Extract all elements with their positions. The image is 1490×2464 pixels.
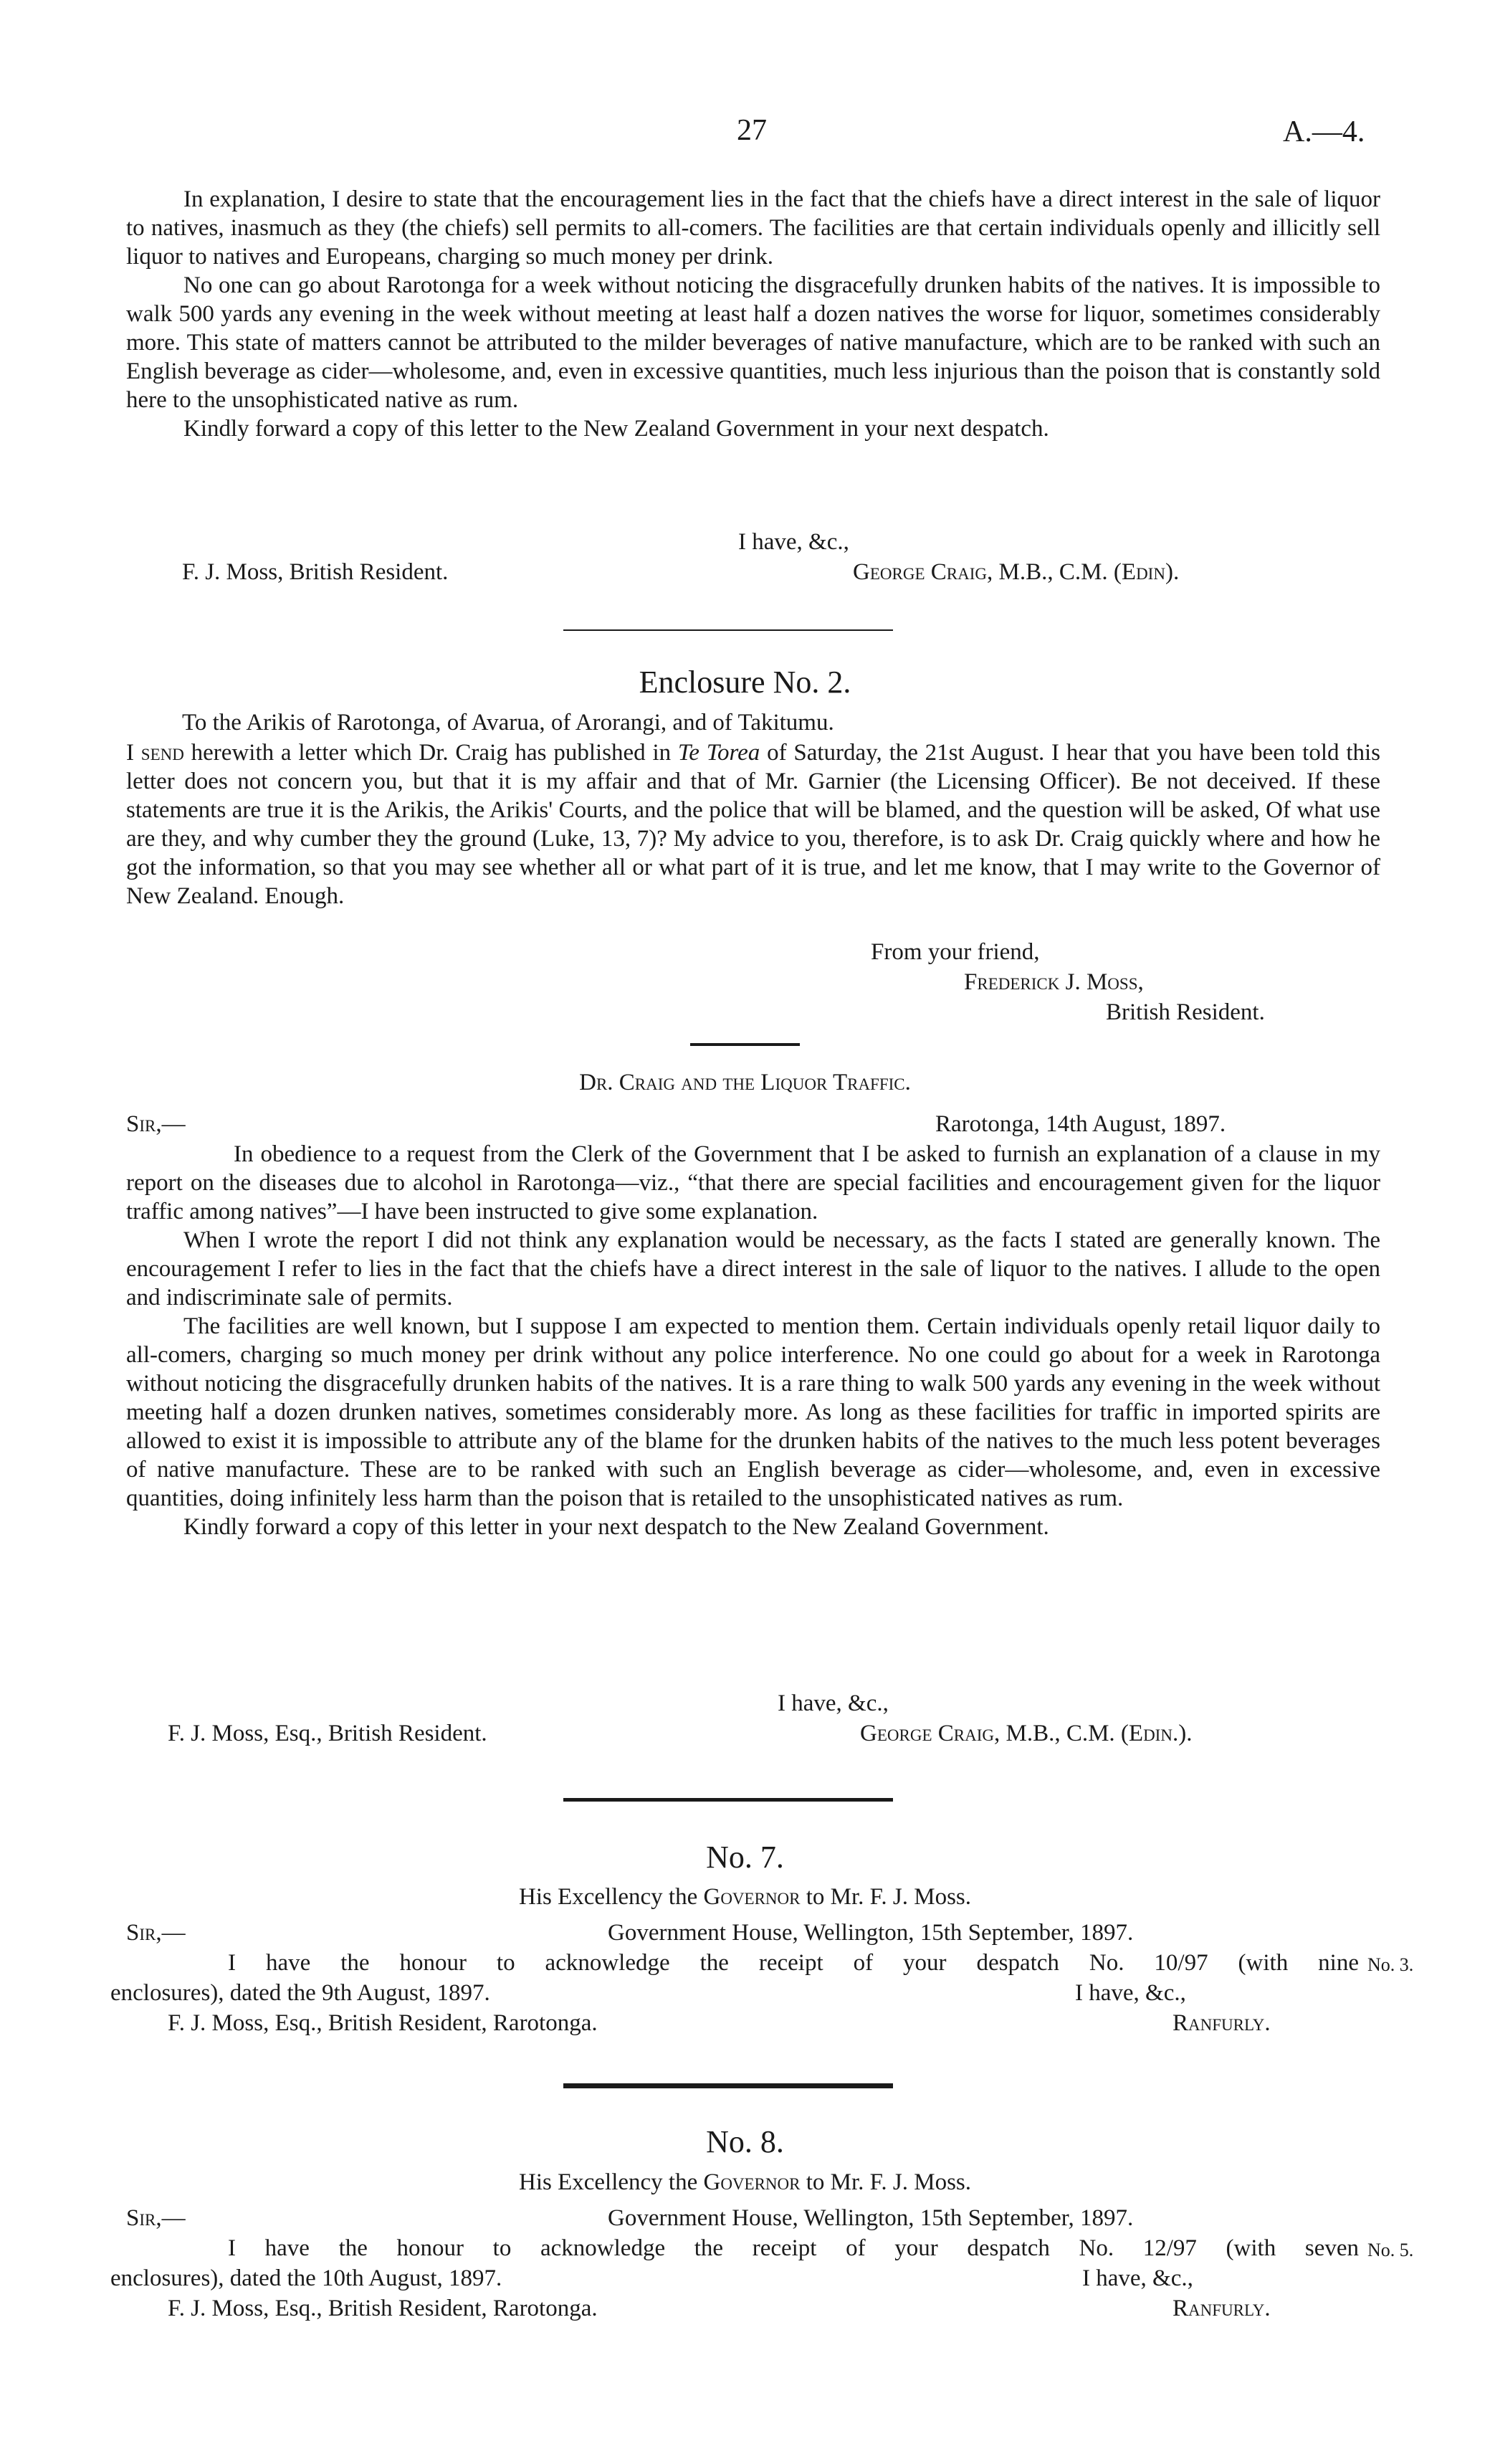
paragraph: In explanation, I desire to state that the encouragement lies in the fact that the chiefs have a direct interest in the sale of liquor to natives, inasmuch as they (the chiefs) sell permits to all-comers. The facilities are that certain individuals openly and illicitly sell liquor to natives and Europeans, charging so much money per drink.	[126, 186, 1380, 270]
margin-note: No. 5.	[1367, 2240, 1414, 2260]
document-code: A.—4.	[1283, 115, 1365, 148]
section-divider	[563, 1798, 893, 1802]
closing: I have, &c.,	[738, 529, 849, 555]
letter-heading: Dr. Craig and the Liquor Traffic.	[579, 1070, 911, 1095]
enclosure-body	[126, 738, 1380, 910]
salutation: To the Arikis of Rarotonga, of Avarua, of Arorangi, and of Takitumu.	[182, 710, 834, 736]
paragraph: No one can go about Rarotonga for a week without noticing the disgracefully drunken habits of the natives. It is impossible to walk 500 yards any evening in the week without meeting at least half a dozen natives the worse for liquor, sometimes considerably more. This state of matters cannot be attributed to the milder beverages of native manufacture, which are to be ranked with such an English beverage as cider—wholesome, and, even in excessive quantities, much less injurious than the poison that is constantly sold here to the unsophisticated native as rum.	[126, 272, 1380, 413]
paragraph: When I wrote the report I did not think any explanation would be necessary, as the facts I stated are generally known. The encouragement I refer to lies in the fact that the chiefs have a direct interest in the sale of liquor to the natives. I allude to the open and indiscriminate sale of permits.	[126, 1227, 1380, 1311]
despatch-number: No. 7.	[706, 1840, 784, 1875]
place-date: Rarotonga, 14th August, 1897.	[935, 1111, 1226, 1137]
enclosure-title: Enclosure No. 2.	[639, 665, 851, 700]
signature-title: British Resident.	[1106, 999, 1265, 1025]
craig-letter-body	[126, 1140, 1380, 1541]
body-line: enclosures), dated the 9th August, 1897.	[110, 1980, 490, 2006]
despatch-number: No. 8.	[706, 2124, 784, 2159]
paragraph: Kindly forward a copy of this letter to the New Zealand Government in your next despatch.	[183, 416, 1049, 442]
salutation: Sir,—	[126, 1111, 186, 1137]
page-number: 27	[737, 114, 767, 147]
salutation: Sir,—	[126, 2205, 186, 2231]
section-divider	[563, 629, 893, 631]
send-word: I send	[126, 740, 184, 766]
top-letter-body	[126, 185, 1380, 443]
addressee: F. J. Moss, Esq., British Resident, Rarotonga.	[168, 2296, 598, 2321]
place-date: Government House, Wellington, 15th September, 1897.	[608, 1920, 1134, 1946]
body-line: I have the honour to acknowledge the receipt of your despatch No. 12/97 (with seven	[228, 2235, 1359, 2261]
signature: Ranfurly.	[1173, 2296, 1271, 2321]
short-divider	[690, 1043, 800, 1046]
paragraph: Kindly forward a copy of this letter in your next despatch to the New Zealand Government.	[183, 1514, 1049, 1540]
body-line: I have the honour to acknowledge the receipt of your despatch No. 10/97 (with nine	[228, 1950, 1359, 1976]
signature: Frederick J. Moss,	[964, 969, 1144, 995]
paragraph: The facilities are well known, but I suppose I am expected to mention them. Certain individuals openly retail liquor daily to all-comers, charging so much money per drink without any police interference. No one could go about for a week in Rarotonga without noticing the disgracefully drunken habits of the natives. It is a rare thing to walk 500 yards any evening in the week without meeting half a dozen drunken natives, sometimes considerably more. As long as these facilities for traffic in imported spirits are allowed to exist it is impossible to attribute any of the blame for the drunken habits of the natives to the much less potent beverages of native manufacture. These are to be ranked with such an English beverage as cider—wholesome, and, even in excessive quantities, doing infinitely less harm than the poison that is retailed to the unsophisticated natives as rum.	[126, 1313, 1380, 1511]
closing: I have, &c.,	[778, 1690, 889, 1716]
paragraph: I send herewith a letter which Dr. Craig has published in Te Torea of Saturday, the 21st August. I hear that you have been told this letter does not concern you, but that it is my affair and that of Mr. Garnier (the Licensing Officer). Be not deceived. If these statements are true it is the Arikis, the Arikis' Courts, and the police that will be blamed, and the question will be asked, Of what use are they, and why cumber they the ground (Luke, 13, 7)? My advice to you, therefore, is to ask Dr. Craig quickly where and how he got the information, so that you may see whether all or what part of it is true, and let me know, that I may write to the Governor of New Zealand. Enough.	[126, 740, 1380, 909]
addressee: F. J. Moss, Esq., British Resident.	[168, 1721, 487, 1746]
salutation: Sir,—	[126, 1920, 186, 1946]
addressee: F. J. Moss, British Resident.	[182, 559, 449, 585]
place-date: Government House, Wellington, 15th September, 1897.	[608, 2205, 1134, 2231]
signature: George Craig, M.B., C.M. (Edin.).	[860, 1721, 1193, 1746]
body-line: enclosures), dated the 10th August, 1897.	[110, 2265, 502, 2291]
closing: I have, &c.,	[1082, 2265, 1193, 2291]
despatch-subtitle: His Excellency the Governor to Mr. F. J. Moss.	[518, 1884, 972, 1910]
newspaper-name: Te Torea	[677, 740, 760, 766]
paragraph: In obedience to a request from the Clerk of the Government that I be asked to furnish an explanation of a clause in my report on the diseases due to alcohol in Rarotonga—viz., “that there are special facilities and encouragement given for the liquor traffic among natives”—I have been instructed to give some explanation.	[126, 1141, 1380, 1224]
closing: From your friend,	[871, 939, 1040, 965]
signature: George Craig, M.B., C.M. (Edin).	[853, 559, 1180, 585]
margin-note: No. 3.	[1367, 1954, 1414, 1975]
signature: Ranfurly.	[1173, 2010, 1271, 2036]
addressee: F. J. Moss, Esq., British Resident, Rarotonga.	[168, 2010, 598, 2036]
despatch-subtitle: His Excellency the Governor to Mr. F. J. Moss.	[518, 2169, 972, 2195]
closing: I have, &c.,	[1075, 1980, 1186, 2006]
section-divider	[563, 2083, 893, 2088]
